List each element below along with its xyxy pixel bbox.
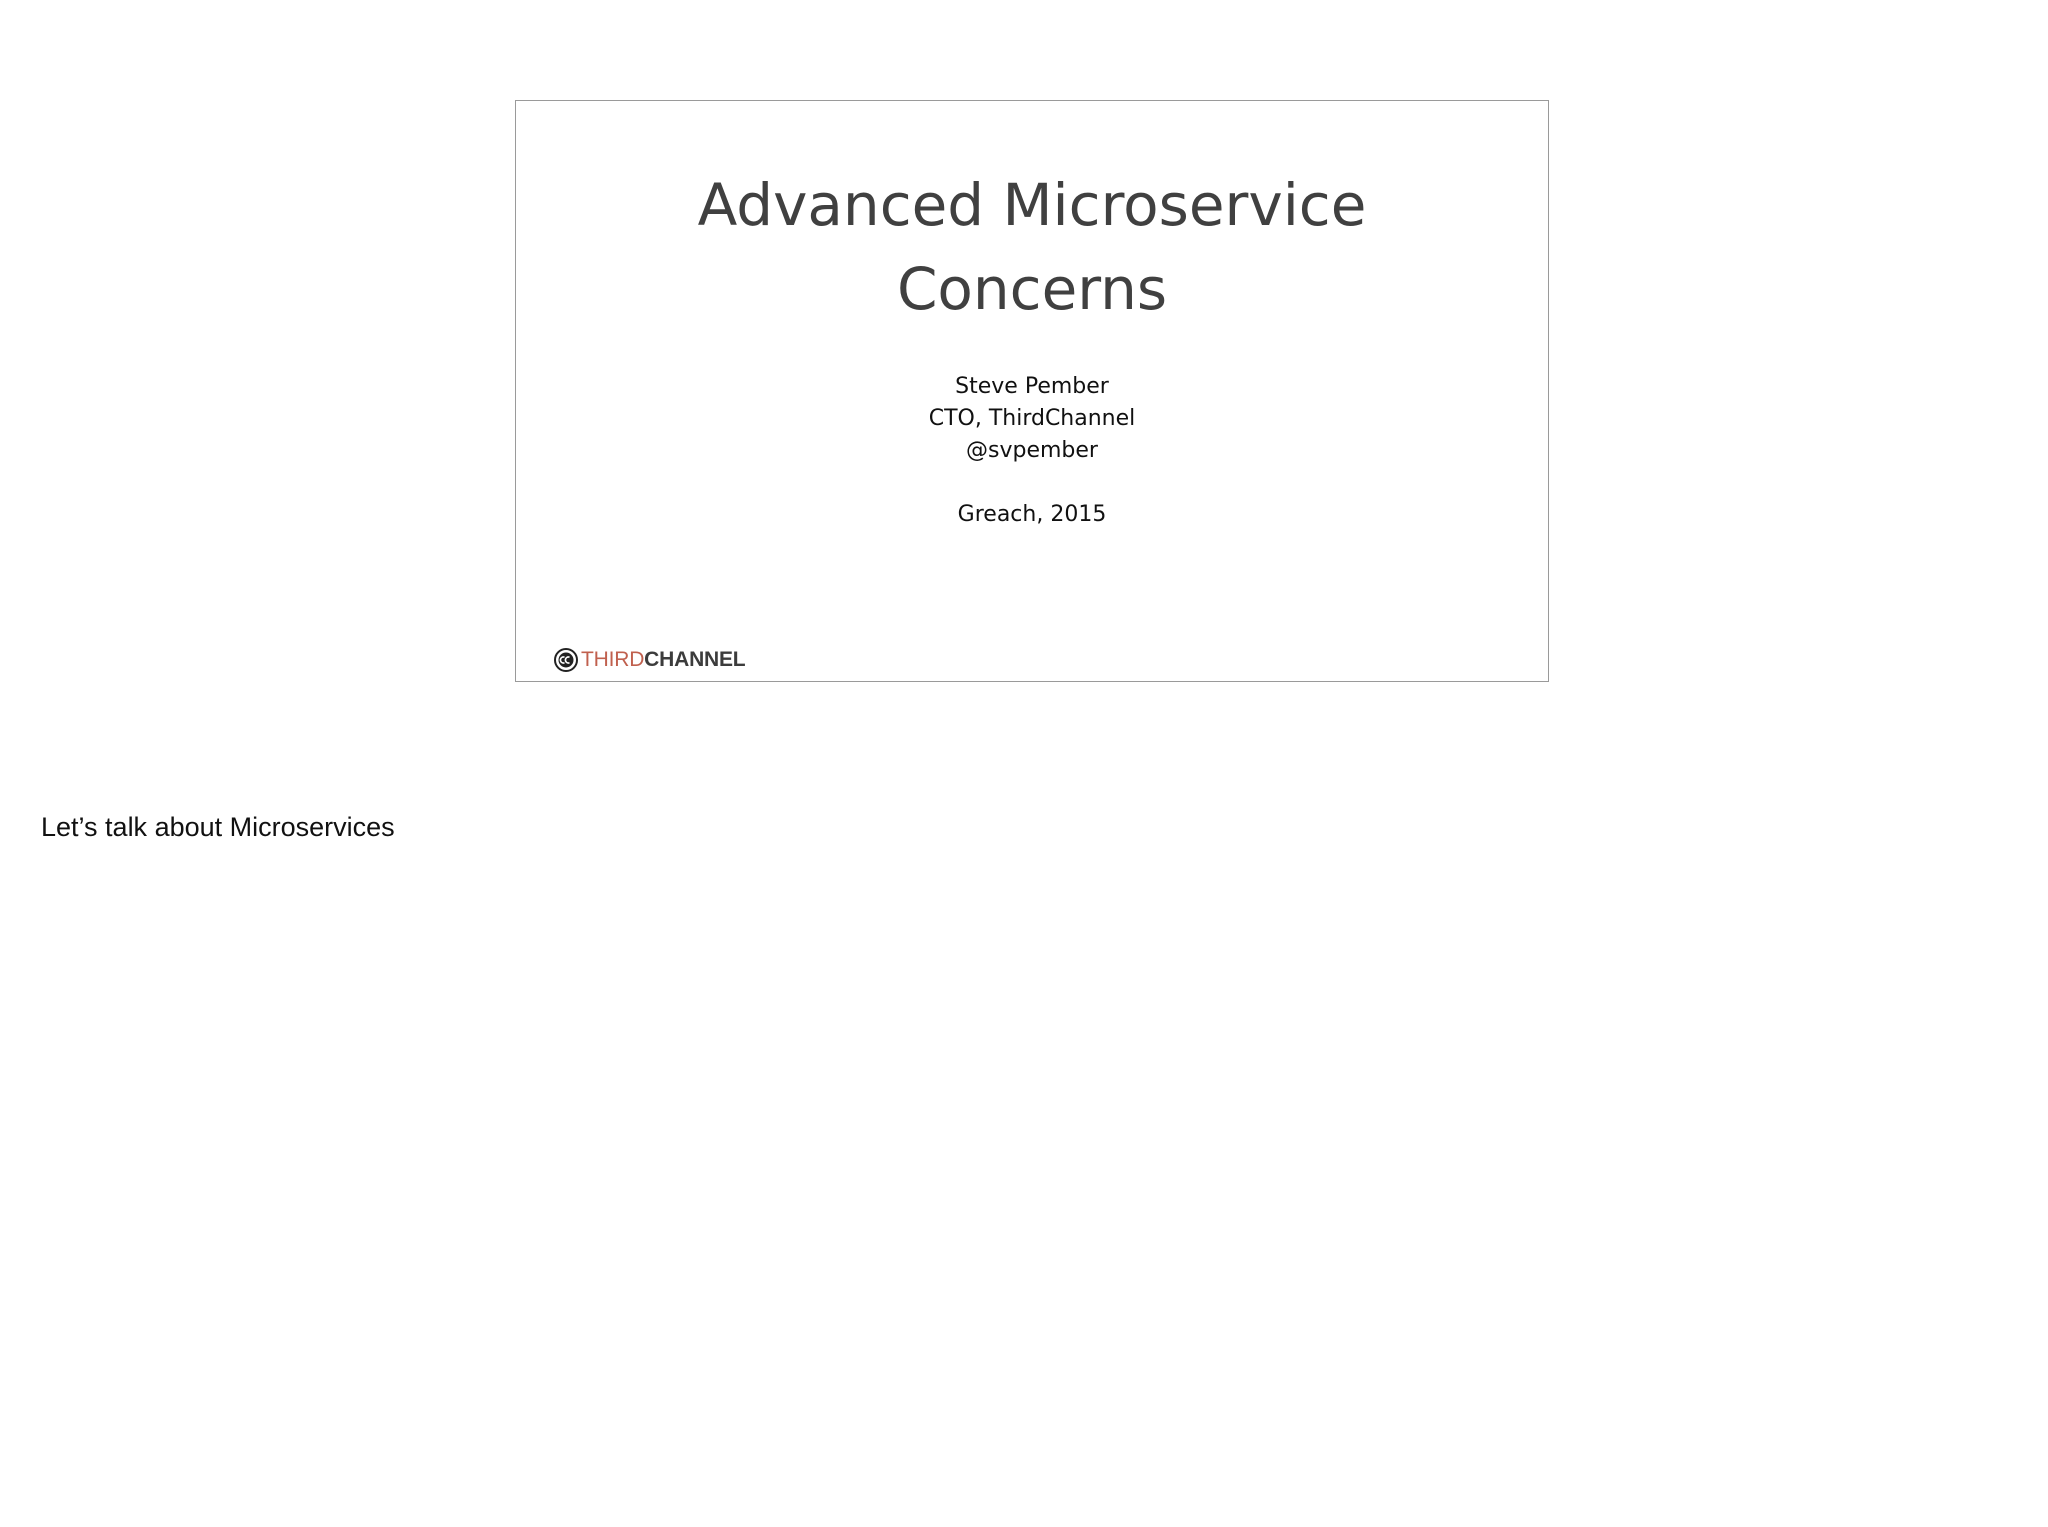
slide-title [516,163,1548,331]
author-handle: @svpember [966,438,1098,463]
thirdchannel-logo-text [581,648,745,672]
author-name: Steve Pember [955,374,1109,399]
slide-title-line-1: Advanced Microservice [697,171,1367,239]
slide-title-line-2: Concerns [896,255,1168,323]
thirdchannel-logo-icon [554,648,578,672]
event-label: Greach, 2015 [957,502,1107,527]
speaker-notes: Let’s talk about Microservices [41,812,395,842]
slide-preview [515,100,1549,682]
author-role: CTO, ThirdChannel [928,406,1136,431]
logo-text-third: THIRD [581,648,645,671]
logo-text-channel: CHANNEL [644,648,746,671]
author-block [516,371,1548,531]
spacer [516,467,1548,499]
thirdchannel-logo [554,646,745,674]
